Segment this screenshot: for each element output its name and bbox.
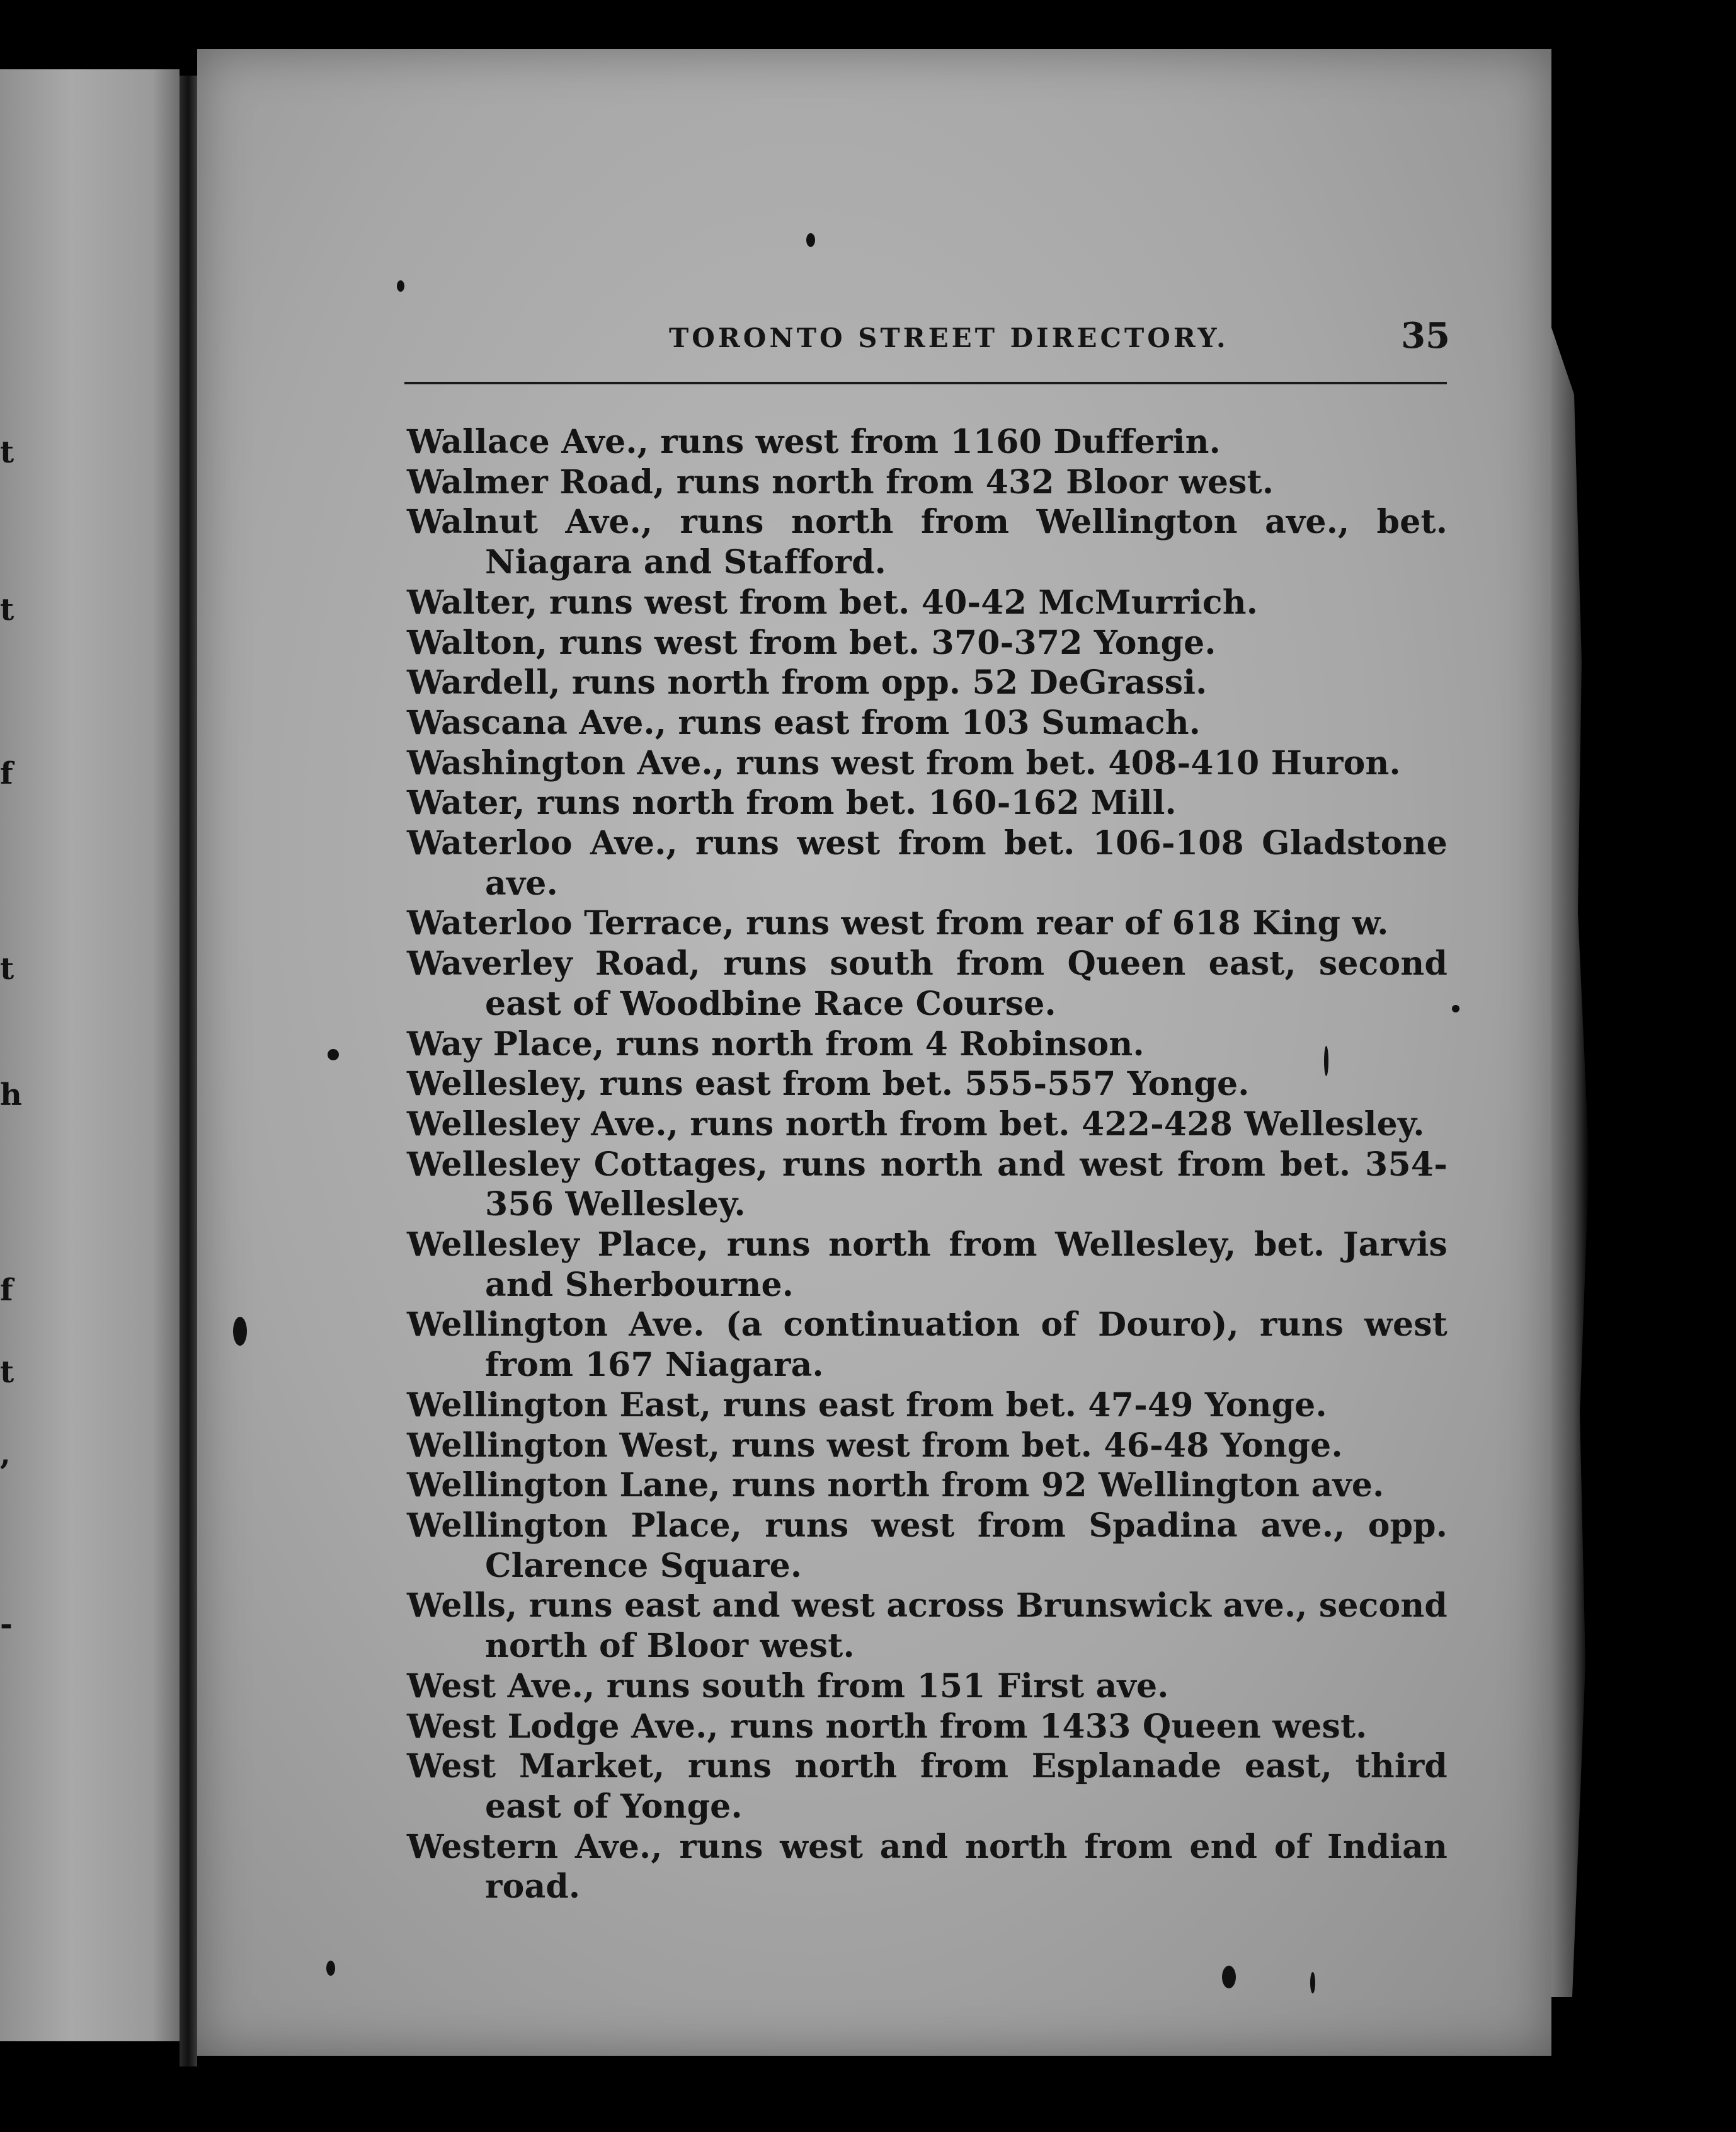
street-entry: Wallace Ave., runs west from 1160 Dufferin. [407,423,1221,461]
street-entry: Walton, runs west from bet. 370-372 Yonge. [407,623,1216,662]
left-fragment: t [0,951,14,987]
left-fragment: h [0,1077,22,1113]
street-entry: Wellington Place, runs west from Spadina ave., opp. Clarence Square. [407,1506,1448,1585]
street-entry: Wellesley, runs east from bet. 555-557 Yonge. [407,1065,1250,1104]
street-entry: West Lodge Ave., runs north from 1433 Queen west. [407,1707,1368,1746]
street-entry: Walnut Ave., runs north from Wellington ave., bet. Niagara and Stafford. [407,503,1448,582]
street-entry: Waverley Road, runs south from Queen east, second east of Woodbine Race Course. [407,944,1448,1023]
street-entry: West Market, runs north from Esplanade east, third east of Yonge. [407,1747,1448,1826]
running-title: TORONTO STREET DIRECTORY. [669,323,1229,353]
left-fragment: t [0,435,14,470]
street-entry: Wellington Ave. (a continuation of Douro), runs west from 167 Niagara. [407,1305,1448,1385]
street-entry-list [407,422,1448,1907]
left-fragment: f [0,756,13,791]
street-entry: Wellesley Ave., runs north from bet. 422-428 Wellesley. [407,1104,1425,1143]
street-entry: Walter, runs west from bet. 40-42 McMurrich. [407,583,1259,622]
left-fragment: t [0,592,14,628]
street-entry: Wascana Ave., runs east from 103 Sumach. [407,703,1201,742]
left-fragment: , [0,1436,11,1472]
street-entry: Washington Ave., runs west from bet. 408-410 Huron. [407,743,1401,782]
left-fragment: f [0,1273,13,1308]
street-entry: Wellesley Cottages, runs north and west from bet. 354-356 Wellesley. [407,1145,1448,1224]
street-entry: Waterloo Ave., runs west from bet. 106-108 Gladstone ave. [407,824,1448,903]
left-fragment: - [0,1607,13,1642]
ink-speck [1222,1966,1236,1988]
street-entry: Walmer Road, runs north from 432 Bloor west. [407,462,1274,501]
header-rule [404,382,1447,384]
torn-page-edge [1551,328,1589,1997]
ink-speck [1452,1005,1459,1012]
street-entry: Wellington Lane, runs north from 92 Wellington ave. [407,1466,1385,1505]
street-entry: Wellington West, runs west from bet. 46-48 Yonge. [407,1426,1343,1465]
ink-speck [326,1961,335,1976]
street-entry: West Ave., runs south from 151 First ave. [407,1666,1169,1705]
page-header [404,315,1450,365]
page-number: 35 [1401,315,1450,357]
ink-speck [806,233,815,247]
left-page-text-fragments [0,69,25,2041]
street-entry: Western Ave., runs west and north from end of Indian road. [407,1827,1448,1906]
left-fragment: t [0,1355,14,1390]
left-page [0,69,180,2041]
ink-speck [233,1317,247,1346]
street-entry: Wells, runs east and west across Brunswick ave., second north of Bloor west. [407,1586,1448,1666]
ink-speck [1324,1046,1328,1076]
ink-speck [328,1049,339,1060]
street-entry: Wardell, runs north from opp. 52 DeGrassi. [407,663,1208,702]
street-entry: Waterloo Terrace, runs west from rear of 618 King w. [407,904,1389,943]
street-entry: Wellesley Place, runs north from Wellesley, bet. Jarvis and Sherbourne. [407,1225,1448,1304]
book-gutter [180,76,197,2066]
ink-speck [397,280,404,292]
ink-speck [1310,1972,1315,1993]
street-entry: Wellington East, runs east from bet. 47-49 Yonge. [407,1385,1327,1424]
street-entry: Water, runs north from bet. 160-162 Mill. [407,784,1177,823]
street-entry: Way Place, runs north from 4 Robinson. [407,1024,1145,1063]
